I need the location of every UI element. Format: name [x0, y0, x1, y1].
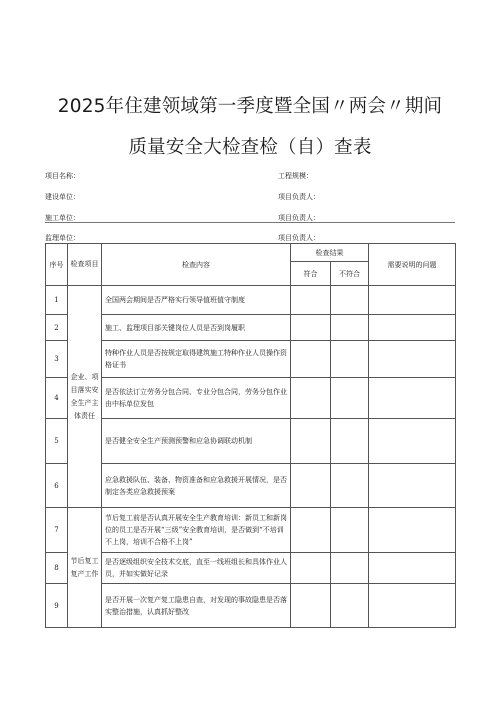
row-content: 是否依法订立劳务分包合同、专业分包合同，劳务分包作业由中标单位发包 — [102, 378, 291, 419]
notes-cell[interactable] — [369, 315, 456, 341]
row-seq: 4 — [46, 378, 68, 419]
notes-cell[interactable] — [369, 553, 456, 584]
fail-cell[interactable] — [331, 553, 369, 584]
fail-cell[interactable] — [331, 286, 369, 315]
fail-cell[interactable] — [331, 419, 369, 464]
header-seq: 序号 — [46, 244, 68, 286]
row-content: 特种作业人员是否按规定取得建筑施工特种作业人员操作资格证书 — [102, 341, 291, 378]
pass-cell[interactable] — [291, 508, 331, 553]
pass-cell[interactable] — [291, 419, 331, 464]
header-notes: 需要说明的问题 — [369, 244, 456, 286]
header-content: 检查内容 — [102, 244, 291, 286]
row-seq: 1 — [46, 286, 68, 315]
pass-cell[interactable] — [291, 584, 331, 628]
notes-cell[interactable] — [369, 508, 456, 553]
row-seq: 2 — [46, 315, 68, 341]
notes-cell[interactable] — [369, 419, 456, 464]
pass-cell[interactable] — [291, 286, 331, 315]
fail-cell[interactable] — [331, 341, 369, 378]
row-seq: 9 — [46, 584, 68, 628]
supervision-pm-label: 项目负责人： — [278, 234, 320, 242]
supervision-unit-label: 监理单位： — [45, 234, 80, 242]
fail-cell[interactable] — [331, 508, 369, 553]
row-content: 应急救援队伍、装备、物资准备和应急救援开展情况，是否制定各类应急救援预案 — [102, 464, 291, 508]
document-title-line1: 2025年住建领域第一季度暨全国〃两会〃期间 — [57, 96, 443, 117]
header-item: 检查项目 — [68, 244, 102, 286]
pass-cell[interactable] — [291, 378, 331, 419]
row-content: 全国两会期间是否严格实行领导值班值守制度 — [102, 286, 291, 315]
category-cell: 节后复工复产工作 — [68, 508, 102, 628]
header-pass: 符合 — [291, 262, 331, 286]
notes-cell[interactable] — [369, 464, 456, 508]
notes-cell[interactable] — [369, 584, 456, 628]
row-seq: 8 — [46, 553, 68, 584]
pass-cell[interactable] — [291, 315, 331, 341]
builder-pm-label: 项目负责人： — [278, 214, 320, 222]
fail-cell[interactable] — [331, 315, 369, 341]
row-seq: 7 — [46, 508, 68, 553]
header-result: 检查结果 — [291, 244, 369, 262]
row-content: 是否逐级组织安全技术交底，直至一线班组长和具体作业人员，并如实做好记录 — [102, 553, 291, 584]
row-content: 是否健全安全生产预测预警和应急协调联动机制 — [102, 419, 291, 464]
pass-cell[interactable] — [291, 464, 331, 508]
fail-cell[interactable] — [331, 378, 369, 419]
inspection-table — [45, 243, 456, 628]
project-scale-label: 工程规模： — [278, 172, 313, 180]
row-seq: 6 — [46, 464, 68, 508]
pass-cell[interactable] — [291, 341, 331, 378]
fail-cell[interactable] — [331, 584, 369, 628]
row-seq: 3 — [46, 341, 68, 378]
project-name-label: 项目名称： — [45, 172, 80, 180]
info-divider — [45, 222, 455, 223]
notes-cell[interactable] — [369, 341, 456, 378]
header-fail: 不符合 — [331, 262, 369, 286]
pass-cell[interactable] — [291, 553, 331, 584]
builder-unit-label: 施工单位： — [45, 214, 80, 222]
row-seq: 5 — [46, 419, 68, 464]
row-content: 节后复工前是否认真开展安全生产教育培训：新员工和新岗位的员工是否开展“三级”安全教育培训，是否做到“不培训不上岗，培训不合格不上岗” — [102, 508, 291, 553]
construction-pm-label: 项目负责人： — [278, 193, 320, 201]
notes-cell[interactable] — [369, 378, 456, 419]
construction-unit-label: 建设单位： — [45, 193, 80, 201]
category-cell: 企业、项目落实安全生产主体责任 — [68, 286, 102, 508]
document-title-line2: 质量安全大检查检（自）查表 — [128, 137, 372, 158]
fail-cell[interactable] — [331, 464, 369, 508]
row-content: 施工、监理项目部关键岗位人员是否到岗履职 — [102, 315, 291, 341]
row-content: 是否开展一次复产复工隐患自查，对发现的事故隐患是否落实整治措施，认真抓好整改 — [102, 584, 291, 628]
notes-cell[interactable] — [369, 286, 456, 315]
